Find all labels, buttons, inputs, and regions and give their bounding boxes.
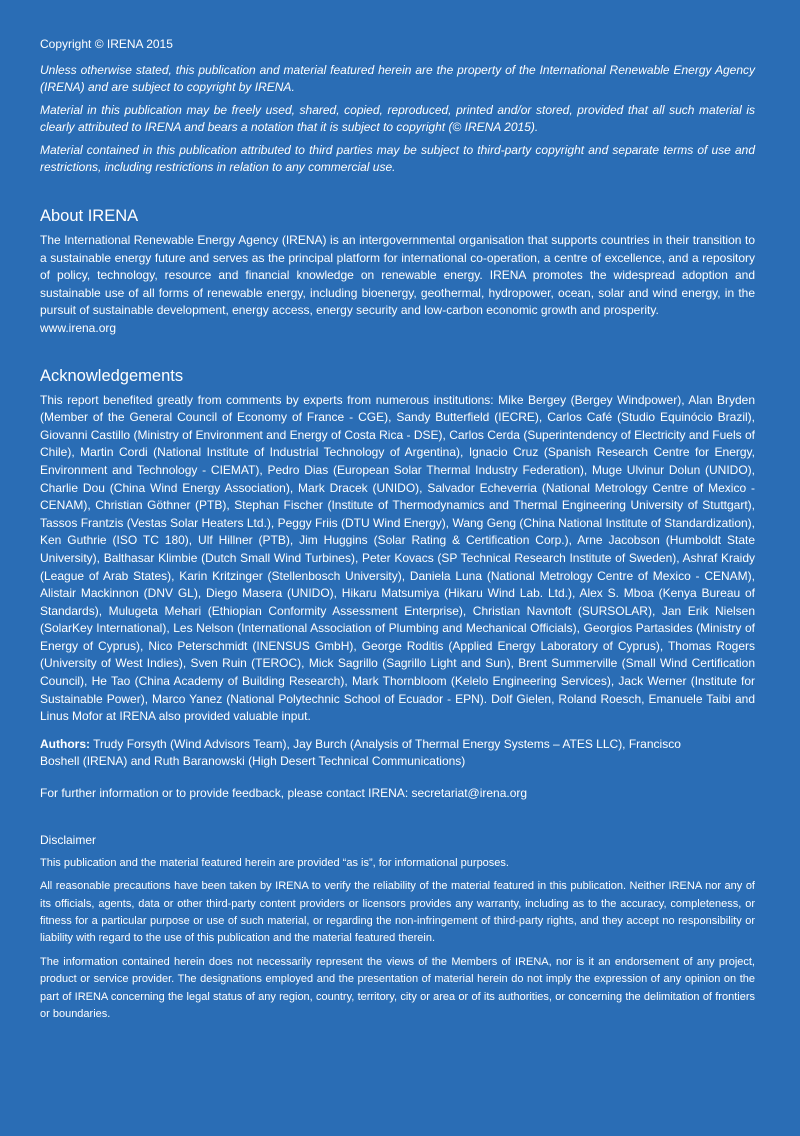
- notice-usage: Material in this publication may be freely used, shared, copied, reproduced, printed and/or stored, provided that all such material is clearly attributed to IRENA and bears a notation that it is subject to copyright (© IRENA 2015).: [40, 103, 755, 134]
- disclaimer-para-2: All reasonable precautions have been taken by IRENA to verify the reliability of the material featured in this publication. Neither IRENA nor any of its officials, agents, data or other third-party content providers or licensors provides any warranty, including as to the accuracy, completeness, or fitness for a particular purpose or use of such material, or regarding the non-infringement of third-party rights, and they accept no responsibility or liability with regard to the use of this publication and the material featured therein.: [40, 880, 755, 945]
- authors-label: Authors:: [40, 736, 90, 751]
- about-body: The International Renewable Energy Agency (IRENA) is an intergovernmental organisation that supports countries in their transition to a sustainable energy future and serves as the principal platform for international co-operation, a centre of excellence, and a repository of policy, technology, resource and financial knowledge on renewable energy. IRENA promotes the widespread adoption and sustainable use of all forms of renewable energy, including bioenergy, geothermal, hydropower, ocean, solar and wind energy, in the pursuit of sustainable development, energy access, energy security and low-carbon economic growth and prosperity.: [40, 233, 755, 318]
- about-heading: About IRENA: [40, 207, 139, 225]
- notice-ownership: Unless otherwise stated, this publication and material featured herein are the property of the International Renewable Energy Agency (IRENA) and are subject to copyright by IRENA.: [40, 63, 755, 94]
- disclaimer-para-1: This publication and the material featured herein are provided “as is”, for informational purposes.: [40, 856, 509, 869]
- authors-line: [40, 736, 755, 771]
- contact-line: For further information or to provide feedback, please contact IRENA: secretariat@irena.org: [40, 785, 528, 800]
- acknowledgements-body: This report benefited greatly from comments by experts from numerous institutions: Mike Bergey (Bergey Windpower), Alan Bryden (Member of the General Council of Economy of France - CGE), Sandy Butterfield (IECRE), Carlos Café (Studio Equinócio Brazil), Giovanni Castillo (Ministry of Environment and Energy of Costa Rica - DSE), Carlos Cerda (Superintendency of Electricity and Fuels of Chile), Martin Cordi (National Institute of Industrial Technology of Argentina), Ignacio Cruz (Spanish Research Centre for Energy, Environment and Technology - CIEMAT), Pedro Dias (European Solar Thermal Industry Federation), Muge Ulvinur Dolun (UNIDO), Charlie Dou (China Wind Energy Association), Mark Dracek (UNIDO), Salvador Echeverria (National Metrology Centre of Mexico - CENAM), Christian Göthner (PTB), Stephan Fischer (Institute of Thermodynamics and Thermal Engineering University of Stuttgart), Tassos Frantzis (Vestas Solar Heaters Ltd.), Peggy Friis (DTU Wind Energy), Wang Geng (China National Institute of Standardization), Ken Guthrie (ISO TC 180), Ulf Hillner (PTB), Jim Huggins (Solar Rating & Certification Corp.), Arne Jacobson (Humboldt State University), Balthasar Klimbie (Dutch Small Wind Turbines), Peter Kovacs (SP Technical Research Institute of Sweden), Ashraf Kraidy (League of Arab States), Karin Kritzinger (Stellenbosch University), Daniela Luna (National Metrology Centre of Mexico - CENAM), Alistair Mackinnon (DNV GL), Diego Masera (UNIDO), Hikaru Matsumiya (Hikaru Wind Lab. Ltd.), Alex S. Mboa (Kenya Bureau of Standards), Mulugeta Mehari (Ethiopian Conformity Assessment Enterprise), Christian Navntoft (SURSOLAR), Jan Erik Nielsen (SolarKey International), Les Nelson (International Association of Plumbing and Mechanical Officials), Georgios Partasides (Ministry of Energy of Cyprus), Nico Peterschmidt (INENSUS GmbH), George Roditis (Applied Energy Laboratory of Cyprus), Thomas Rogers (University of West Indies), Sven Ruin (TEROC), Mick Sagrillo (Sagrillo Light and Sun), Brent Summerville (Small Wind Certification Council), He Tao (China Academy of Building Research), Mark Thornbloom (Kelelo Engineering Services), Jack Werner (Institute for Sustainable Power), Marco Yanez (National Polytechnic School of Ecuador - EPN). Dolf Gielen, Roland Roesch, Emanuele Taibi and Linus Mofor at IRENA also provided valuable input.: [40, 392, 755, 724]
- disclaimer-para-3: The information contained herein does not necessarily represent the views of the Members of IRENA, nor is it an endorsement of any project, product or service provider. The designations employed and the presentation of material herein do not imply the expression of any opinion on the part of IRENA concerning the legal status of any region, country, territory, city or area or of its authorities, or concerning the delimitation of frontiers or boundaries.: [40, 955, 755, 1021]
- copyright-line: Copyright © IRENA 2015: [40, 37, 173, 51]
- notice-third-party: Material contained in this publication attributed to third parties may be subject to third-party copyright and separate terms of use and restrictions, including restrictions in relation to any commercial use.: [40, 143, 755, 174]
- authors-text: Trudy Forsyth (Wind Advisors Team), Jay Burch (Analysis of Thermal Energy Systems – ATES LLC), Francisco Boshell (IRENA) and Ruth Baranowski (High Desert Technical Communications): [40, 736, 681, 769]
- disclaimer-heading: Disclaimer: [40, 832, 97, 847]
- irena-website-link[interactable]: www.irena.org: [40, 320, 117, 335]
- acknowledgements-heading: Acknowledgements: [40, 366, 184, 385]
- copyright-page: [40, 36, 755, 1030]
